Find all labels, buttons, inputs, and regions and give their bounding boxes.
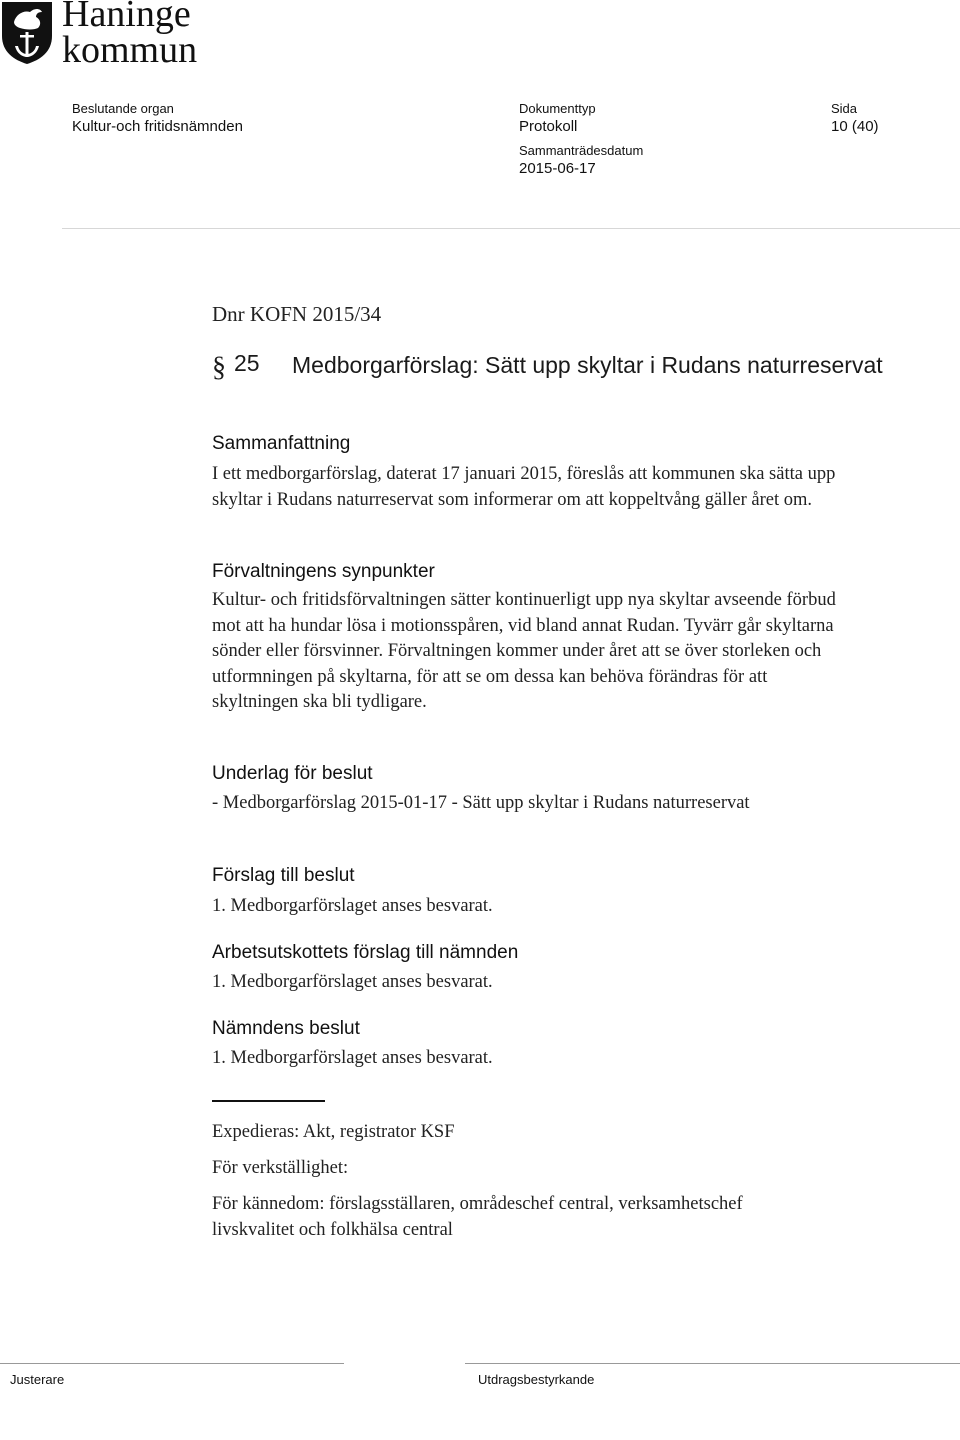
proposal-heading: Förslag till beslut: [212, 865, 355, 886]
doctype-value: Protokoll: [519, 118, 578, 135]
section-number: 25: [234, 350, 260, 376]
date-value: 2015-06-17: [519, 160, 596, 177]
logo-line-2: kommun: [62, 29, 198, 71]
organ-value: Kultur-och fritidsnämnden: [72, 118, 243, 135]
organ-label: Beslutande organ: [72, 101, 174, 116]
page-label: Sida: [831, 101, 858, 116]
header-divider: [62, 228, 960, 229]
page-value: 10 (40): [831, 118, 879, 135]
meta-date: [519, 143, 643, 179]
coat-of-arms-icon: [0, 0, 54, 66]
admin-text: Kultur- och fritidsförvaltningen sätter kontinuerligt upp nya skyltar avseende förbud mot att ha hundar lösa i motionsspåren, vid bland annat Rudan. Tyvärr går skyltarna sönder eller försvinner. Förvaltningen kommer under året att se över storleken och utformningen på skyltarna, för att se om dessa kan behöva förändras för att skyltningen ska bli tydligare.: [212, 590, 836, 712]
proposal-text: 1. Medborgarförslaget anses besvarat.: [212, 896, 493, 916]
basis-heading: Underlag för beslut: [212, 763, 373, 784]
logo-line-1: Haninge: [62, 0, 191, 35]
distribution-divider: [212, 1100, 325, 1102]
section-title: Medborgarförslag: Sätt upp skyltar i Rudans naturreservat: [292, 352, 883, 378]
meta-organ: [72, 101, 243, 137]
decision-text: 1. Medborgarförslaget anses besvarat.: [212, 1048, 493, 1068]
paragraph-sign: §: [212, 352, 226, 383]
committee-text: 1. Medborgarförslaget anses besvarat.: [212, 972, 493, 992]
admin-heading: Förvaltningens synpunkter: [212, 561, 435, 582]
meta-doctype: [519, 101, 596, 137]
meta-page: [831, 101, 879, 137]
summary-text: I ett medborgarförslag, daterat 17 januari 2015, föreslås att kommunen ska sätta upp skyltar i Rudans naturreservat som informerar om att koppeltvång gäller året om.: [212, 464, 836, 510]
utdrag-line: [465, 1363, 960, 1364]
case-number: Dnr KOFN 2015/34: [212, 302, 382, 326]
basis-text: - Medborgarförslag 2015-01-17 - Sätt upp skyltar i Rudans naturreservat: [212, 793, 750, 813]
justerare-label: Justerare: [10, 1372, 65, 1387]
date-label: Sammanträdesdatum: [519, 143, 644, 158]
summary-heading: Sammanfattning: [212, 433, 351, 454]
haninge-logo: [0, 0, 230, 72]
decision-heading: Nämndens beslut: [212, 1018, 360, 1039]
justerare-line: [0, 1363, 344, 1364]
committee-heading: Arbetsutskottets förslag till nämnden: [212, 942, 519, 963]
for-information: För kännedom: förslagsställaren, områdeschef central, verksamhetschef livskvalitet och folkhälsa central: [212, 1194, 743, 1240]
for-execution: För verkställighet:: [212, 1158, 349, 1178]
utdrag-label: Utdragsbestyrkande: [478, 1372, 595, 1387]
sent-to: Expedieras: Akt, registrator KSF: [212, 1122, 455, 1142]
logo-wordmark: [62, 0, 198, 71]
doctype-label: Dokumenttyp: [519, 101, 596, 116]
